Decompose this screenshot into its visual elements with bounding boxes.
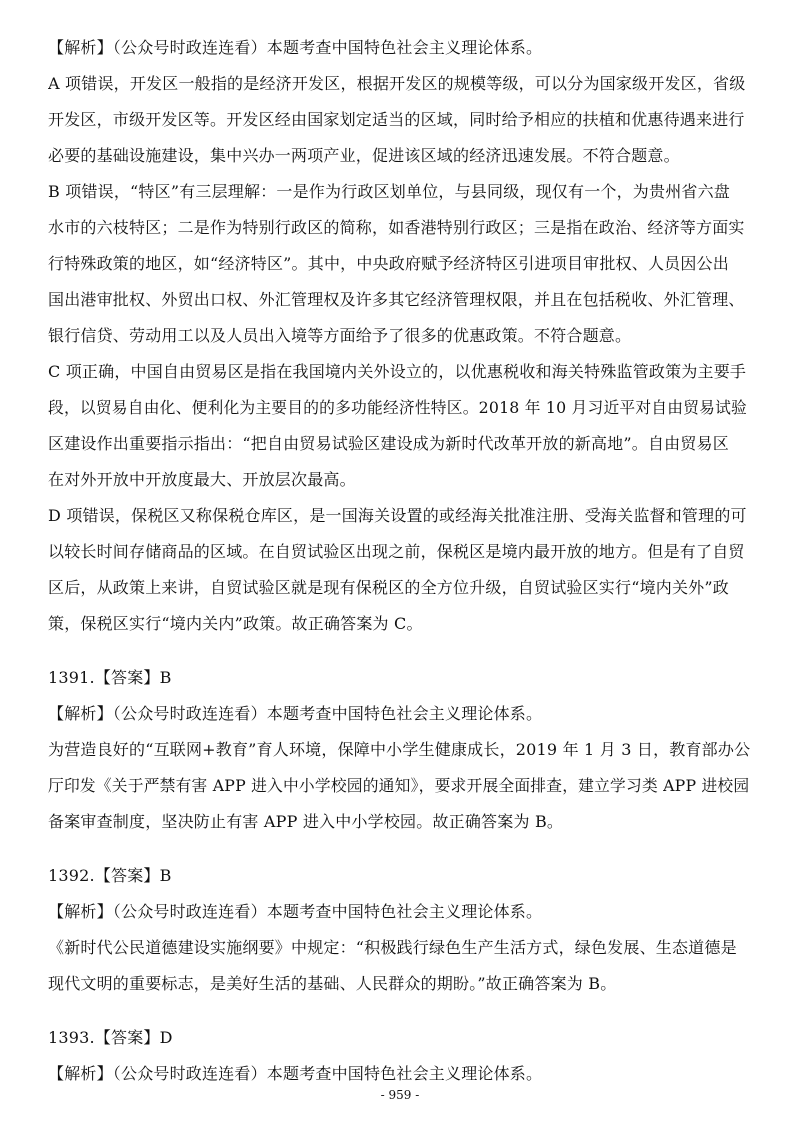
- text-line: A 项错误，开发区一般指的是经济开发区，根据开发区的规模等级，可以分为国家级开发区，省级: [48, 74, 746, 93]
- text-line: 【解析】（公众号时政连连看）本题考查中国特色社会主义理论体系。: [48, 902, 543, 921]
- text-line: C 项正确，中国自由贸易区是指在我国境内关外设立的，以优惠税收和海关特殊监管政策为主要手: [48, 362, 747, 381]
- page-number: - 959 -: [380, 1088, 420, 1102]
- text-line: 【解析】（公众号时政连连看）本题考查中国特色社会主义理论体系。: [48, 38, 543, 57]
- text-line: 银行信贷、劳动用工以及人员出入境等方面给予了很多的优惠政策。不符合题意。: [48, 326, 632, 345]
- text-line: 区建设作出重要指示指出：“把自由贸易试验区建设成为新时代改革开放的新高地”。自由贸易区: [48, 434, 729, 453]
- text-line: 开发区，市级开发区等。开发区经由国家划定适当的区域，同时给予相应的扶植和优惠待遇来进行: [48, 110, 745, 129]
- text-line: 为营造良好的“互联网+教育”育人环境，保障中小学生健康成长，2019 年 1 月 3 日，教育部办公: [48, 740, 751, 759]
- text-line: 国出港审批权、外贸出口权、外汇管理权及许多其它经济管理权限，并且在包括税收、外汇管理、: [48, 290, 745, 309]
- text-line: 以较长时间存储商品的区域。在自贸试验区出现之前，保税区是境内最开放的地方。但是有了自贸: [48, 542, 745, 561]
- answer-heading: 1391.【答案】B: [48, 668, 172, 687]
- text-line: 《新时代公民道德建设实施纲要》中规定：“积极践行绿色生产生活方式，绿色发展、生态道德是: [48, 938, 737, 957]
- answer-heading: 1393.【答案】D: [48, 1028, 173, 1047]
- text-line: 必要的基础设施建设，集中兴办一两项产业，促进该区域的经济迅速发展。不符合题意。: [48, 146, 680, 165]
- text-line: 段，以贸易自由化、便利化为主要目的的多功能经济性特区。2018 年 10 月习近平对自由贸易试验: [48, 398, 747, 417]
- answer-heading: 1392.【答案】B: [48, 866, 172, 885]
- text-line: 【解析】（公众号时政连连看）本题考查中国特色社会主义理论体系。: [48, 704, 543, 723]
- text-line: D 项错误，保税区又称保税仓库区，是一国海关设置的或经海关批准注册、受海关监督和管理的可: [48, 506, 747, 525]
- text-line: 水市的六枝特区；二是作为特别行政区的简称，如香港特别行政区；三是指在政治、经济等方面实: [48, 218, 745, 237]
- text-line: 行特殊政策的地区，如“经济特区”。其中，中央政府赋予经济特区引进项目审批权、人员因公出: [48, 254, 729, 273]
- text-line: 现代文明的重要标志，是美好生活的基础、人民群众的期盼。”故正确答案为 B。: [48, 974, 617, 993]
- text-line: 备案审查制度，坚决防止有害 APP 进入中小学校园。故正确答案为 B。: [48, 812, 564, 831]
- text-line: 【解析】（公众号时政连连看）本题考查中国特色社会主义理论体系。: [48, 1064, 543, 1083]
- text-line: 在对外开放中开放度最大、开放层次最高。: [48, 470, 356, 489]
- text-line: 厅印发《关于严禁有害 APP 进入中小学校园的通知》，要求开展全面排查，建立学习类 APP 进校园: [48, 776, 750, 795]
- text-line: 区后，从政策上来讲，自贸试验区就是现有保税区的全方位升级，自贸试验区实行“境内关外”政: [48, 578, 729, 597]
- text-line: 策，保税区实行“境内关内”政策。故正确答案为 C。: [48, 614, 423, 633]
- text-line: B 项错误，“特区”有三层理解：一是作为行政区划单位，与县同级，现仅有一个，为贵州省六盘: [48, 182, 731, 201]
